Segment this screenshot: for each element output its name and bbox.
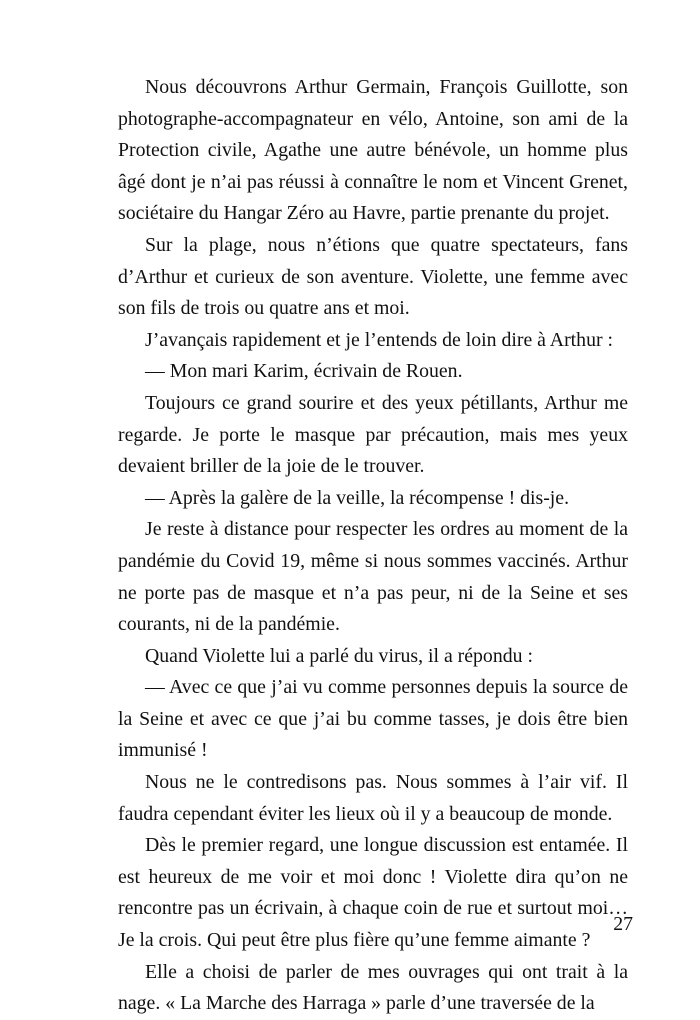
paragraph: Quand Violette lui a parlé du virus, il a répondu : bbox=[145, 644, 533, 667]
paragraph: Sur la plage, nous n’étions que quatre spectateurs, fans d’Arthur et curieux de son aventure. Violette, une femme avec son fils de trois ou quatre ans et moi. bbox=[118, 233, 628, 320]
paragraph: Nous découvrons Arthur Germain, François Guillotte, son photographe-accompagnateur en vélo, Antoine, son ami de la Protection civile, Agathe une autre bénévole, un homme plus âgé dont je n’ai pas réussi à connaître le nom et Vincent Grenet, sociétaire du Hangar Zéro au Havre, partie prenante du projet. bbox=[118, 76, 628, 225]
paragraph: Toujours ce grand sourire et des yeux pétillants, Arthur me regarde. Je porte le masque par précaution, mais mes yeux devaient briller de la joie de le trouver. bbox=[118, 391, 628, 478]
paragraph: Nous ne le contredisons pas. Nous sommes à l’air vif. Il faudra cependant éviter les lieux où il y a beaucoup de monde. bbox=[118, 771, 628, 825]
paragraph: Dès le premier regard, une longue discussion est entamée. Il est heureux de me voir et moi donc ! Violette dira qu’on ne rencontre pas un écrivain, à chaque coin de rue et surtout moi… Je la crois. Qui peut être plus fière qu’une femme aimante ? bbox=[118, 834, 628, 952]
dialogue-line: — Avec ce que j’ai vu comme personnes depuis la source de la Seine et avec ce que j’ai bu comme tasses, je dois être bien immunisé ! bbox=[118, 676, 628, 762]
dialogue-line: — Après la galère de la veille, la récompense ! dis-je. bbox=[145, 486, 570, 509]
paragraph: Je reste à distance pour respecter les ordres au moment de la pandémie du Covid 19, même si nous sommes vaccinés. Arthur ne porte pas de masque et n’a pas peur, ni de la Seine et ses courants, ni de la pandémie. bbox=[118, 518, 628, 636]
paragraph: Elle a choisi de parler de mes ouvrages qui ont trait à la nage. « La Marche des Harraga » parle d’une traversée de la bbox=[118, 960, 628, 1015]
paragraph: J’avançais rapidement et je l’entends de loin dire à Arthur : bbox=[145, 328, 613, 351]
dialogue-line: — Mon mari Karim, écrivain de Rouen. bbox=[145, 360, 463, 383]
page-number: 27 bbox=[613, 913, 633, 935]
page-body bbox=[118, 72, 628, 1020]
